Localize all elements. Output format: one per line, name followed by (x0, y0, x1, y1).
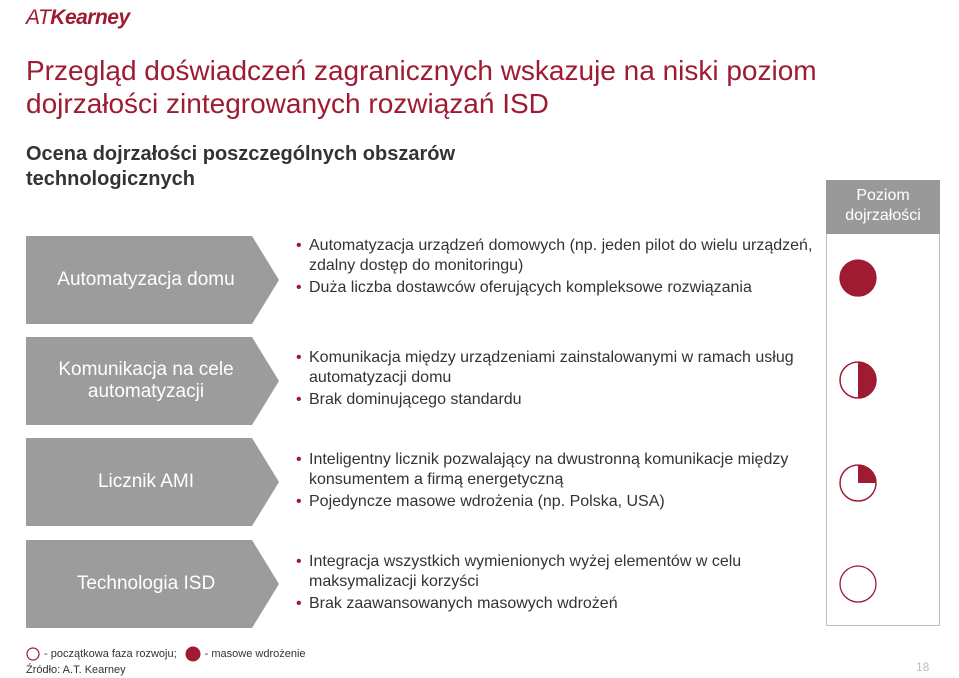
row-label: Komunikacja na cele automatyzacji (58, 359, 234, 402)
source-note: Źródło: A.T. Kearney (26, 664, 126, 676)
harvey-ball-icon (838, 258, 878, 298)
bullet-list (296, 552, 836, 616)
row-isd-technology (26, 540, 956, 628)
row-label: Technologia ISD (76, 573, 216, 594)
full-circle-icon (185, 646, 201, 662)
bullet-list (296, 236, 836, 300)
row-automation-communication (26, 337, 956, 425)
row-home-automation (26, 236, 956, 324)
row-ami-meter (26, 438, 956, 526)
harvey-ball-icon (838, 463, 878, 503)
harvey-ball-icon (838, 564, 878, 604)
legend-empty-label: - początkowa faza rozwoju; (44, 648, 177, 660)
bullet-item: • Komunikacja między urządzeniami zainstalowanymi w ramach usług automatyzacji domu (296, 349, 794, 386)
legend (26, 646, 306, 662)
bullet-item: • Brak dominującego standardu (296, 391, 522, 408)
page-title: Przegląd doświadczeń zagranicznych wskazuje na niski poziom dojrzałości zintegrowanych rozwiązań ISD (26, 55, 817, 119)
bullet-item: • Duża liczba dostawców oferujących kompleksowe rozwiązania (296, 279, 752, 296)
row-label: Automatyzacja domu (57, 269, 235, 290)
section-subtitle: Ocena dojrzałości poszczególnych obszarów technologicznych (26, 143, 455, 190)
bullet-item: • Brak zaawansowanych masowych wdrożeń (296, 595, 618, 612)
bullet-list (296, 450, 836, 514)
bullet-item: • Integracja wszystkich wymienionych wyżej elementów w celu maksymalizacji korzyści (296, 553, 742, 590)
page-number: 18 (916, 660, 930, 674)
bullet-item: • Pojedyncze masowe wdrożenia (np. Polska, USA) (296, 493, 665, 510)
row-label: Licznik AMI (97, 471, 195, 492)
bullet-list (296, 348, 836, 412)
bullet-item: • Inteligentny licznik pozwalający na dwustronną komunikacje między konsumentem a firmą energetyczną (296, 451, 789, 488)
bullet-item: • Automatyzacja urządzeń domowych (np. jeden pilot do wielu urządzeń, zdalny dostęp do monitoringu) (296, 237, 813, 274)
harvey-ball-icon (838, 360, 878, 400)
company-logo: ATKearney (26, 6, 130, 29)
legend-full-label: - masowe wdrożenie (204, 648, 306, 660)
empty-circle-icon (26, 647, 40, 661)
maturity-header: Poziom dojrzałości (826, 180, 940, 234)
